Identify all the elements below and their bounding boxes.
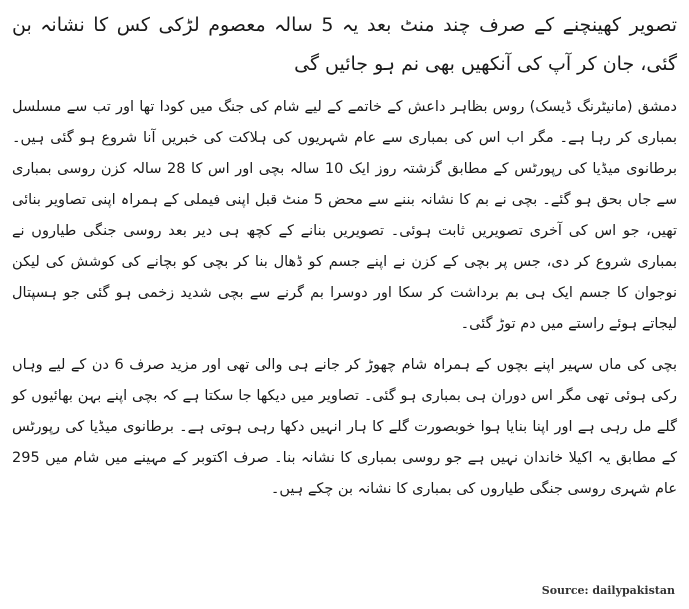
source-credit: Source: dailypakistan [541,584,675,597]
article-paragraph-2: بچی کی ماں سہیر اپنے بچوں کے ہمراہ شام چھوڑ کر جانے ہی والی تھی اور مزید صرف 6 دن کے لیے وہاں رکی ہوئی تھی مگر اس دوران ہی بمباری ہو گئی۔ تصاویر میں دیکھا جا سکتا ہے کہ بچی اپنے بہن بھائیوں کو گلے مل رہی ہے اور اپنا بنایا ہوا خوبصورت گلے کا ہار انہیں دکھا رہی ہوتی ہے۔ برطانوی میڈیا کی رپورٹس کے مطابق یہ اکیلا خاندان نہیں ہے جو روسی بمباری کا نشانہ بنا۔ صرف اکتوبر کے مہینے میں شام میں 295 عام شہری روسی جنگی طیاروں کی بمباری کا نشانہ بن چکے ہیں۔ [12,357,677,497]
article-headline: تصویر کھینچنے کے صرف چند منٹ بعد یہ 5 سالہ معصوم لڑکی کس کا نشانہ بن گئی، جان کر آپ کی آنکھیں بھی نم ہو جائیں گی [12,14,677,75]
article-paragraph-1: دمشق (مانیٹرنگ ڈیسک) روس بظاہر داعش کے خاتمے کے لیے شام کی جنگ میں کودا تھا اور تب سے مسلسل بمباری کر رہا ہے۔ مگر اب اس کی بمباری سے عام شہریوں کی ہلاکت کی خبریں آنا شروع ہو گئی ہیں۔ برطانوی میڈیا کی رپورٹس کے مطابق گزشتہ روز ایک 10 سالہ بچی اور اس کا 28 سالہ کزن روسی بمباری سے جاں بحق ہو گئے۔ بچی نے بم کا نشانہ بننے سے محض 5 منٹ قبل اپنی فیملی کے ہمراہ اپنی تصاویر بنائی تھیں، جو اس کی آخری تصویریں ثابت ہوئی۔ تصویریں بنانے کے کچھ ہی دیر بعد روسی جنگی طیاروں نے بمباری شروع کر دی، جس پر بچی کے کزن نے اپنے جسم کو ڈھال بنا کر بچی کو بچانے کی کوشش کی لیکن نوجوان کا جسم ایک ہی بم برداشت کر سکا اور دوسرا بم گرنے سے بچی شدید زخمی ہو گئی جو ہسپتال لیجاتے ہوئے راستے میں دم توڑ گئی۔ [12,99,677,332]
news-article [12,6,677,505]
